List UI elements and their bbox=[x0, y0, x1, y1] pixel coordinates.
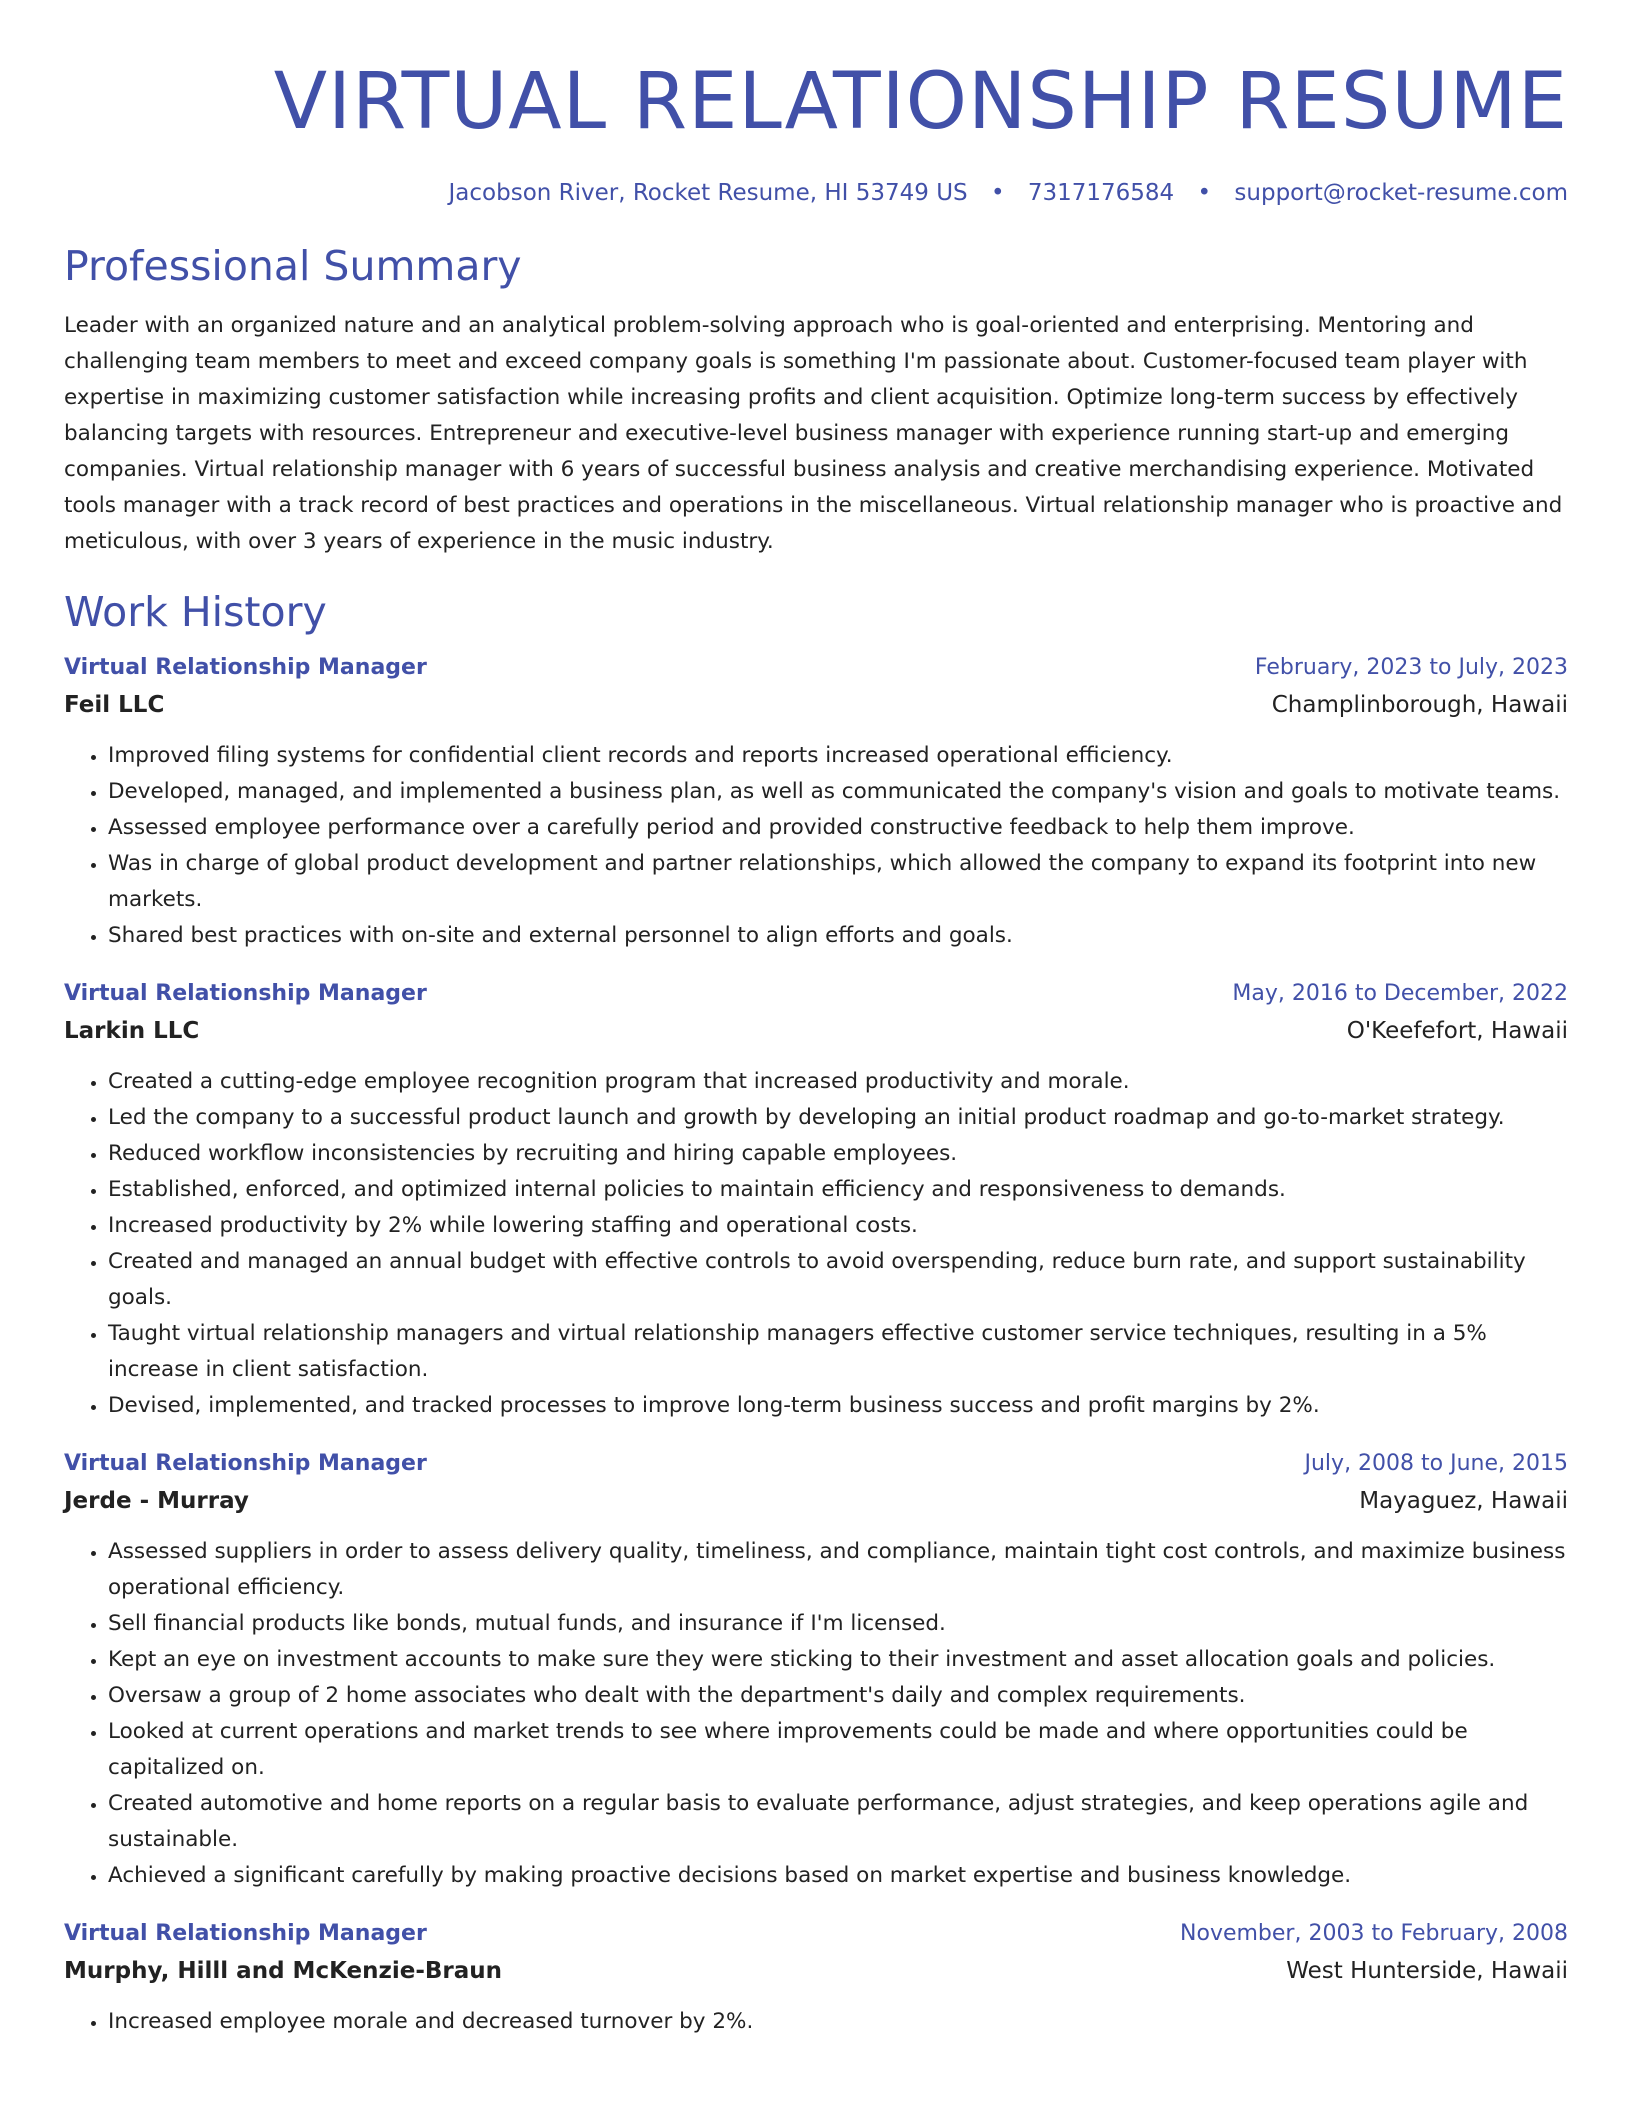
contact-separator: • bbox=[990, 180, 1005, 206]
job-bullet: • Looked at current operations and market trends to see where improvements could be made and where opportunities could be capitalized on. bbox=[108, 1714, 1568, 1786]
job-dates: May, 2016 to December, 2022 bbox=[1232, 981, 1568, 1006]
job-entry bbox=[64, 1916, 1568, 2040]
job-bullet: • Established, enforced, and optimized internal policies to maintain efficiency and responsiveness to demands. bbox=[108, 1172, 1568, 1208]
job-header-row bbox=[64, 976, 1568, 1012]
job-bullets bbox=[64, 738, 1568, 954]
resume-title: VIRTUAL RELATIONSHIP RESUME bbox=[273, 57, 1568, 147]
job-bullet: • Kept an eye on investment accounts to make sure they were sticking to their investment and asset allocation goals and policies. bbox=[108, 1642, 1568, 1678]
job-bullet: • Created automotive and home reports on a regular basis to evaluate performance, adjust strategies, and keep operations agile and sustainable. bbox=[108, 1786, 1568, 1858]
job-company-row bbox=[64, 686, 1568, 724]
job-bullets bbox=[64, 1064, 1568, 1424]
job-bullet: • Reduced workflow inconsistencies by recruiting and hiring capable employees. bbox=[108, 1136, 1568, 1172]
job-role: Virtual Relationship Manager bbox=[64, 655, 427, 680]
job-bullet: • Led the company to a successful product launch and growth by developing an initial product roadmap and go-to-market strategy. bbox=[108, 1100, 1568, 1136]
job-bullet: • Taught virtual relationship managers and virtual relationship managers effective customer service techniques, resulting in a 5% increase in client satisfaction. bbox=[108, 1316, 1568, 1388]
job-location: West Hunterside, Hawaii bbox=[1286, 1958, 1568, 1984]
job-role: Virtual Relationship Manager bbox=[64, 981, 427, 1006]
summary-heading: Professional Summary bbox=[64, 242, 522, 290]
job-entry bbox=[64, 1446, 1568, 1894]
job-bullet: • Devised, implemented, and tracked processes to improve long-term business success and profit margins by 2%. bbox=[108, 1388, 1568, 1424]
job-dates: November, 2003 to February, 2008 bbox=[1180, 1921, 1568, 1946]
job-bullet: • Sell financial products like bonds, mutual funds, and insurance if I'm licensed. bbox=[108, 1606, 1568, 1642]
contact-line bbox=[64, 178, 1568, 208]
job-bullet: • Created and managed an annual budget with effective controls to avoid overspending, reduce burn rate, and support sustainability goals. bbox=[108, 1244, 1568, 1316]
job-bullet: • Developed, managed, and implemented a business plan, as well as communicated the company's vision and goals to motivate teams. bbox=[108, 774, 1568, 810]
job-company: Jerde - Murray bbox=[64, 1488, 249, 1514]
job-entry bbox=[64, 976, 1568, 1424]
job-header-row bbox=[64, 1446, 1568, 1482]
job-role: Virtual Relationship Manager bbox=[64, 1921, 427, 1946]
work-history-heading: Work History bbox=[64, 588, 327, 636]
job-company-row bbox=[64, 1012, 1568, 1050]
job-company: Murphy, Hilll and McKenzie-Braun bbox=[64, 1958, 503, 1984]
job-bullet: • Increased productivity by 2% while lowering staffing and operational costs. bbox=[108, 1208, 1568, 1244]
job-entry bbox=[64, 650, 1568, 954]
job-bullet: • Oversaw a group of 2 home associates who dealt with the department's daily and complex requirements. bbox=[108, 1678, 1568, 1714]
job-dates: February, 2023 to July, 2023 bbox=[1254, 655, 1568, 680]
job-company: Feil LLC bbox=[64, 692, 165, 718]
job-company-row bbox=[64, 1482, 1568, 1520]
job-dates: July, 2008 to June, 2015 bbox=[1304, 1451, 1568, 1476]
job-bullet: • Created a cutting-edge employee recognition program that increased productivity and morale. bbox=[108, 1064, 1568, 1100]
contact-address: Jacobson River, Rocket Resume, HI 53749 US bbox=[448, 180, 968, 206]
job-location: Mayaguez, Hawaii bbox=[1359, 1488, 1568, 1514]
job-bullet: • Achieved a significant carefully by making proactive decisions based on market expertise and business knowledge. bbox=[108, 1858, 1568, 1894]
contact-separator: • bbox=[1197, 180, 1212, 206]
resume-page bbox=[64, 0, 1568, 2040]
job-bullet: • Was in charge of global product development and partner relationships, which allowed the company to expand its footprint into new markets. bbox=[108, 846, 1568, 918]
job-bullet: • Increased employee morale and decreased turnover by 2%. bbox=[108, 2004, 1568, 2040]
job-bullet: • Assessed employee performance over a carefully period and provided constructive feedback to help them improve. bbox=[108, 810, 1568, 846]
job-header-row bbox=[64, 650, 1568, 686]
job-company-row bbox=[64, 1952, 1568, 1990]
summary-text: Leader with an organized nature and an analytical problem-solving approach who is goal-oriented and enterprising. Mentoring and challenging team members to meet and exceed company goals is something I'm passionate about. Customer-focused team player with expertise in maximizing customer satisfaction while increasing profits and client acquisition. Optimize long-term success by effectively balancing targets with resources. Entrepreneur and executive-level business manager with experience running start-up and emerging companies. Virtual relationship manager with 6 years of successful business analysis and creative merchandising experience. Motivated tools manager with a track record of best practices and operations in the miscellaneous. Virtual relationship manager who is proactive and meticulous, with over 3 years of experience in the music industry. bbox=[64, 313, 1563, 554]
job-bullet: • Improved filing systems for confidential client records and reports increased operational efficiency. bbox=[108, 738, 1568, 774]
job-location: O'Keefefort, Hawaii bbox=[1346, 1018, 1568, 1044]
job-location: Champlinborough, Hawaii bbox=[1271, 692, 1568, 718]
job-company: Larkin LLC bbox=[64, 1018, 200, 1044]
job-role: Virtual Relationship Manager bbox=[64, 1451, 427, 1476]
contact-phone: 7317176584 bbox=[1027, 180, 1175, 206]
job-bullets bbox=[64, 1534, 1568, 1894]
job-bullet: • Shared best practices with on-site and external personnel to align efforts and goals. bbox=[108, 918, 1568, 954]
job-header-row bbox=[64, 1916, 1568, 1952]
contact-email: support@rocket-resume.com bbox=[1234, 180, 1568, 206]
job-bullet: • Assessed suppliers in order to assess delivery quality, timeliness, and compliance, maintain tight cost controls, and maximize business operational efficiency. bbox=[108, 1534, 1568, 1606]
job-bullets bbox=[64, 2004, 1568, 2040]
